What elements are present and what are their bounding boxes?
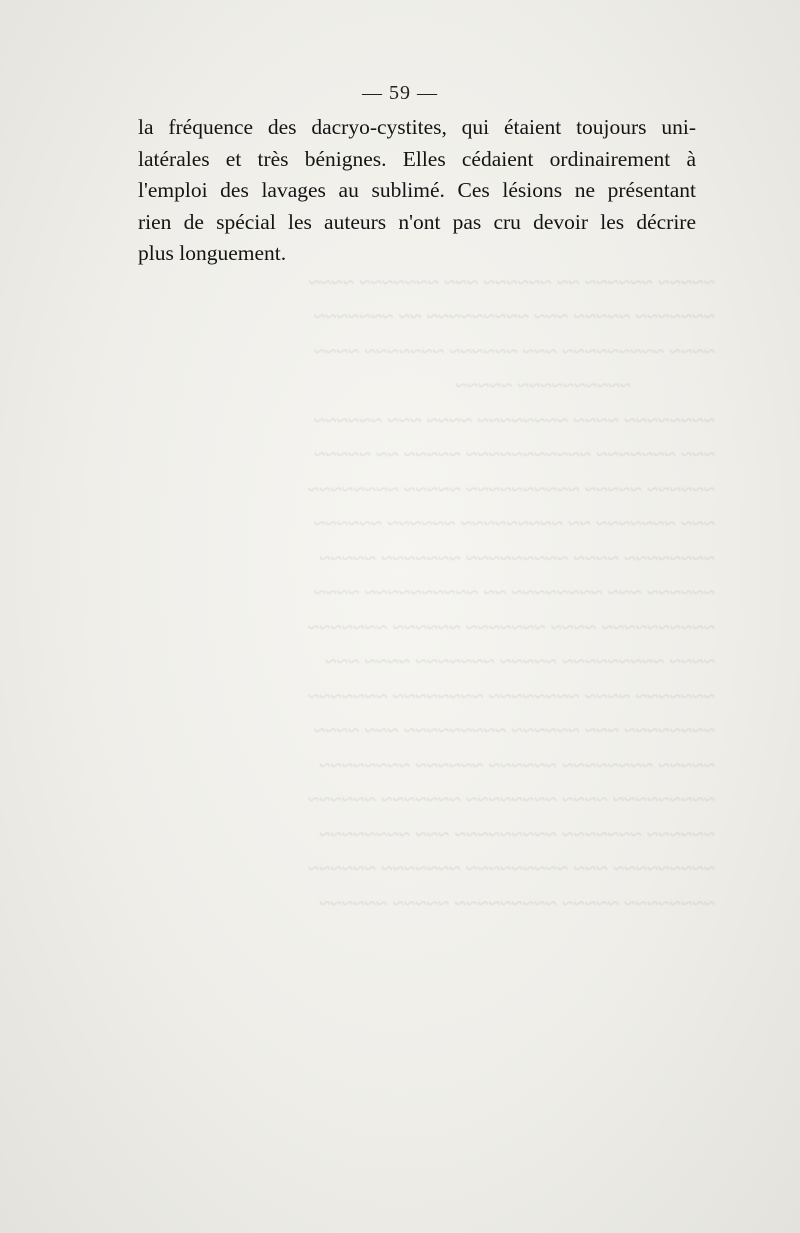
paragraph-line: l'emploi des lavages au sublimé. Ces lésions ne présentant: [138, 178, 696, 202]
paragraph-line: rien de spécial les auteurs n'ont pas cru devoir les décrire: [138, 209, 696, 234]
bleed-through-texture: ~~~~~ ~~~~~~ ~~ ~~~~~~ ~~~ ~~~~~~~ ~~~~ ~~~~~~~ ~~~~~ ~~~ ~~~~~~~~~ ~~ ~~~~~~~ ~~~~ ~~~~~~~~~ ~~~ ~~~~~~ ~~~~~~~ ~~~~ ~~~~~~~~~~ ~~~~~ ~~~~~~~~ ~~~~ ~~~~~~~~ ~~~~ ~~~ ~~~~~~ ~~~ ~~~~~~~ ~~~~~~~~~~~ ~~~~~ ~~ ~~~~~ ~~~~~~ ~~~~~ ~~~~~~~~~~ ~~~~~ ~~~~~~~~ ~~~ ~~~~~~~ ~~ ~~~~~~~~~ ~~~~~~ ~~~~~~ ~~~~~~~~ ~~~~ ~~~~~~~~~ ~~~~~~~ ~~~~~ ~~~~~~ ~~~ ~~~~~~~~ ~~ ~~~~~~~~~~ ~~~~ ~~~~~~~~~~ ~~~~ ~~~~~~~ ~~~~~~ ~~~~~~~ ~~~~ ~~~~~~~~~ ~~~~~ ~~~~~~~ ~~~~ ~~~ ~~~~~~~ ~~~~ ~~~~~~~~ ~~~~~~~~ ~~~~~~~ ~~~~~~~~ ~~~ ~~~~~~ ~~~~~~~~~ ~~~ ~~~~ ~~~~~ ~~~~~~~~ ~~~~~~ ~~~~~~ ~~~~~~~~ ~~~~~~~~~ ~~~~ ~~~~~~~~ ~~~~~~~ ~~~~~~ ~~~~~~ ~~~~~~~ ~~~~~~~~~ ~~~ ~~~~~~~~ ~~~~~~~~~ ~~~ ~~~~~~~~~ ~~~~~~~ ~~~~~~ ~~~~~~~~ ~~~~~ ~~~~~~~~~ ~~~~~ ~~~~~~: [307, 269, 715, 915]
page-number: — 59 —: [362, 82, 438, 104]
paragraph-line: plus longuement.: [138, 241, 287, 265]
paragraph-line: latérales et très bénignes. Elles cédaient ordinairement à: [138, 146, 696, 171]
paragraph-line: la fréquence des dacryo-cystites, qui étaient toujours uni-: [138, 115, 696, 139]
paragraph: [138, 112, 696, 270]
